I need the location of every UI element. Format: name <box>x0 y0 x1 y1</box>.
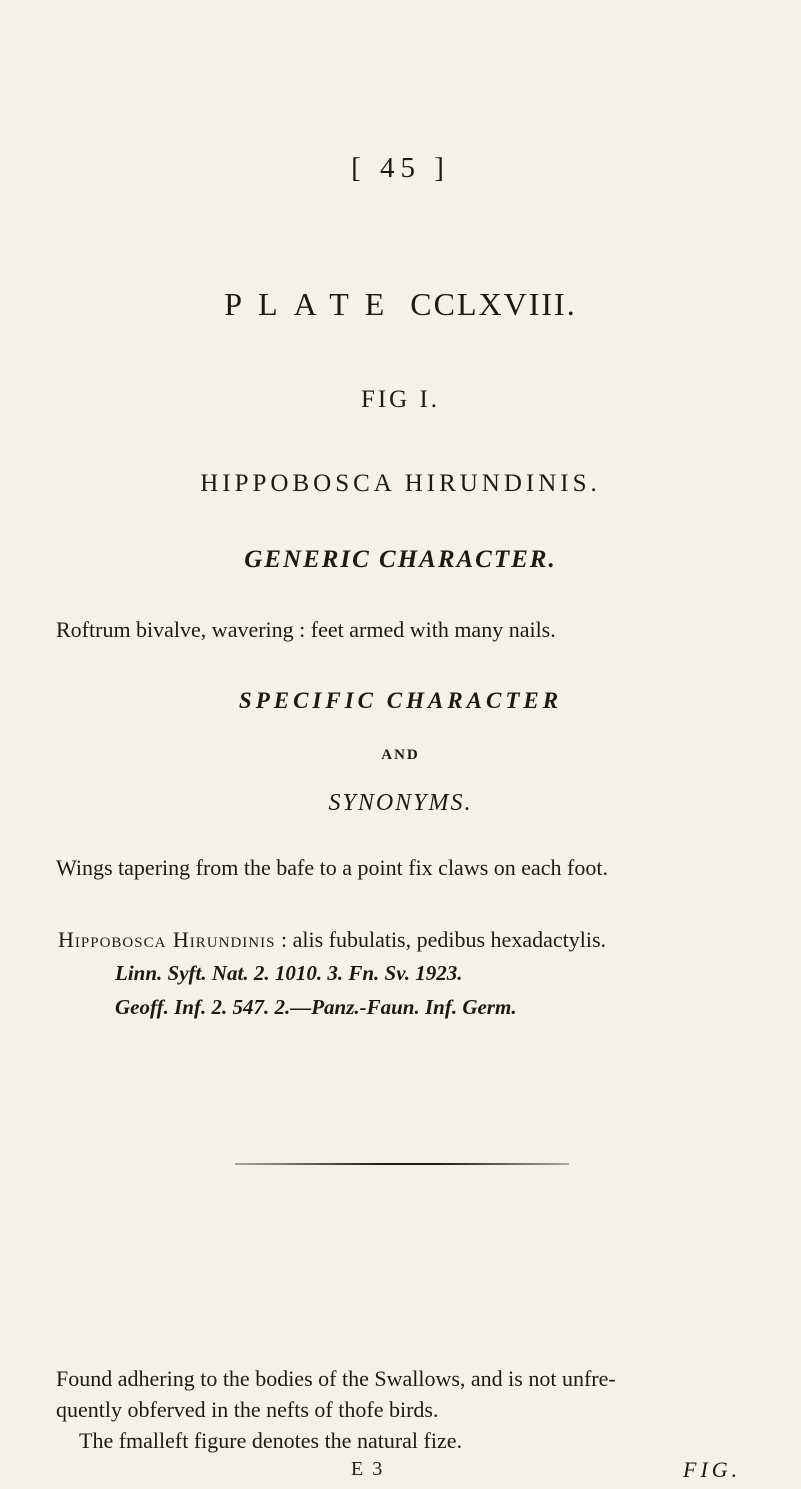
synonym-name: Hippobosca Hirundinis <box>58 927 276 952</box>
observation-line-1: Found adhering to the bodies of the Swallows, and is not unfre- <box>56 1366 616 1391</box>
conjunction-label: AND <box>381 747 420 763</box>
observation-line-3: The fmalleft figure denotes the natural fize. <box>79 1428 462 1453</box>
generic-character-heading: GENERIC CHARACTER. <box>244 546 557 573</box>
synonym-reference-linnaeus: Linn. Syft. Nat. 2. 1010. 3. Fn. Sv. 1923. <box>115 961 463 985</box>
figure-label: FIG I. <box>360 386 441 413</box>
species-name: HIPPOBOSCA HIRUNDINIS. <box>200 470 601 497</box>
plate-numeral: CCLXVIII. <box>410 286 577 322</box>
plate-title-word: PLATE <box>224 286 401 322</box>
section-divider <box>235 1163 569 1165</box>
signature-mark: E 3 <box>351 1458 385 1480</box>
synonym-entry <box>58 927 606 953</box>
plate-title <box>0 286 801 323</box>
synonym-reference-geoffroy: Geoff. Inf. 2. 547. 2.—Panz.-Faun. Inf. Germ. <box>115 995 517 1019</box>
catchword: FIG. <box>683 1457 742 1482</box>
specific-character-heading: SPECIFIC CHARACTER <box>238 688 563 713</box>
generic-character-text: Roftrum bivalve, wavering : feet armed with many nails. <box>56 617 556 642</box>
synonyms-heading: SYNONYMS. <box>328 790 473 816</box>
synonym-description: : alis fubulatis, pedibus hexadactylis. <box>280 927 607 952</box>
page-number: [ 45 ] <box>351 152 450 184</box>
specific-character-text: Wings tapering from the bafe to a point fix claws on each foot. <box>56 855 608 880</box>
observation-line-2: quently obferved in the nefts of thofe birds. <box>56 1397 439 1422</box>
